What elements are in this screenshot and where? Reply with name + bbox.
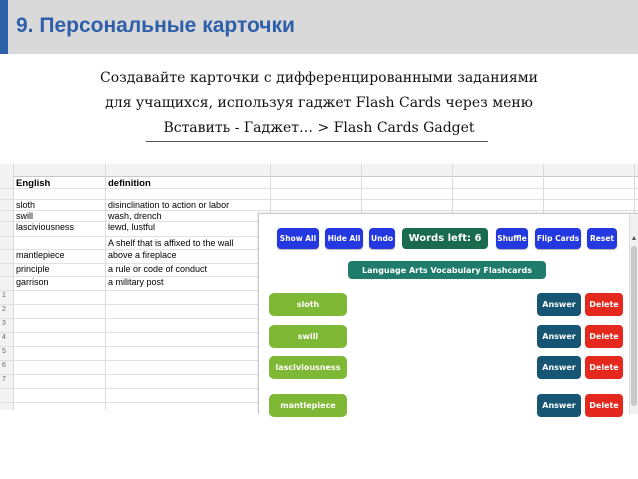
header-accent-bar xyxy=(0,0,8,54)
cell-definition[interactable]: above a fireplace xyxy=(108,250,177,260)
delete-button[interactable]: Delete xyxy=(585,293,623,316)
intro-line-2: для учащихся, используя гаджет Flash Cards через меню xyxy=(105,95,533,111)
flashcard-word[interactable]: sloth xyxy=(269,293,347,316)
answer-button[interactable]: Answer xyxy=(537,356,581,379)
show-all-button[interactable]: Show All xyxy=(277,228,319,249)
cell-english[interactable]: principle xyxy=(16,264,50,274)
row-number[interactable]: 4 xyxy=(2,334,6,341)
flashcard-word[interactable]: swill xyxy=(269,325,347,348)
deck-title: Language Arts Vocabulary Flashcards xyxy=(348,261,546,279)
row-number[interactable]: 2 xyxy=(2,306,6,313)
grid-line xyxy=(0,210,638,211)
header-definition[interactable]: definition xyxy=(108,178,151,189)
intro-line-1: Создавайте карточки с дифференцированными заданиями xyxy=(100,70,538,86)
undo-button[interactable]: Undo xyxy=(369,228,395,249)
row-number[interactable]: 1 xyxy=(2,292,6,299)
answer-button[interactable]: Answer xyxy=(537,325,581,348)
row-number[interactable]: 5 xyxy=(2,348,6,355)
flashcard-word[interactable]: lasciviousness xyxy=(269,356,347,379)
cell-english[interactable]: garrison xyxy=(16,277,49,287)
row-number[interactable]: 7 xyxy=(2,376,6,383)
hide-all-button[interactable]: Hide All xyxy=(325,228,363,249)
row-number[interactable]: 6 xyxy=(2,362,6,369)
cell-english[interactable]: swill xyxy=(16,211,33,221)
delete-button[interactable]: Delete xyxy=(585,325,623,348)
scroll-up-arrow-icon[interactable]: ▲ xyxy=(630,235,638,242)
intro-line-3: Вставить - Гаджет… > Flash Cards Gadget xyxy=(163,120,475,136)
answer-button[interactable]: Answer xyxy=(537,394,581,417)
shuffle-button[interactable]: Shuffle xyxy=(496,228,528,249)
divider-line xyxy=(146,141,488,142)
cell-english[interactable]: mantlepiece xyxy=(16,250,65,260)
cell-definition[interactable]: a military post xyxy=(108,277,164,287)
header-english[interactable]: English xyxy=(16,178,51,189)
cell-definition[interactable]: wash, drench xyxy=(108,211,162,221)
grid-line xyxy=(0,188,638,189)
scroll-thumb[interactable] xyxy=(631,246,637,406)
cell-definition[interactable]: disinclination to action or labor xyxy=(108,200,230,210)
flash-cards-gadget xyxy=(258,213,638,414)
cell-definition[interactable]: a rule or code of conduct xyxy=(108,264,208,274)
delete-button[interactable]: Delete xyxy=(585,356,623,379)
cell-english[interactable]: sloth xyxy=(16,200,36,210)
answer-button[interactable]: Answer xyxy=(537,293,581,316)
flip-cards-button[interactable]: Flip Cards xyxy=(535,228,581,249)
reset-button[interactable]: Reset xyxy=(587,228,617,249)
cell-definition[interactable]: A shelf that is affixed to the wall xyxy=(108,238,234,248)
delete-button[interactable]: Delete xyxy=(585,394,623,417)
grid-line xyxy=(0,199,638,200)
flashcard-word[interactable]: mantlepiece xyxy=(269,394,347,417)
cell-english[interactable]: lasciviousness xyxy=(16,222,75,232)
cell-definition[interactable]: lewd, lustful xyxy=(108,222,156,232)
intro-text xyxy=(0,66,638,141)
slide-title: 9. Персональные карточки xyxy=(16,14,295,37)
words-left-counter: Words left: 6 xyxy=(402,228,488,249)
row-number[interactable]: 3 xyxy=(2,320,6,327)
